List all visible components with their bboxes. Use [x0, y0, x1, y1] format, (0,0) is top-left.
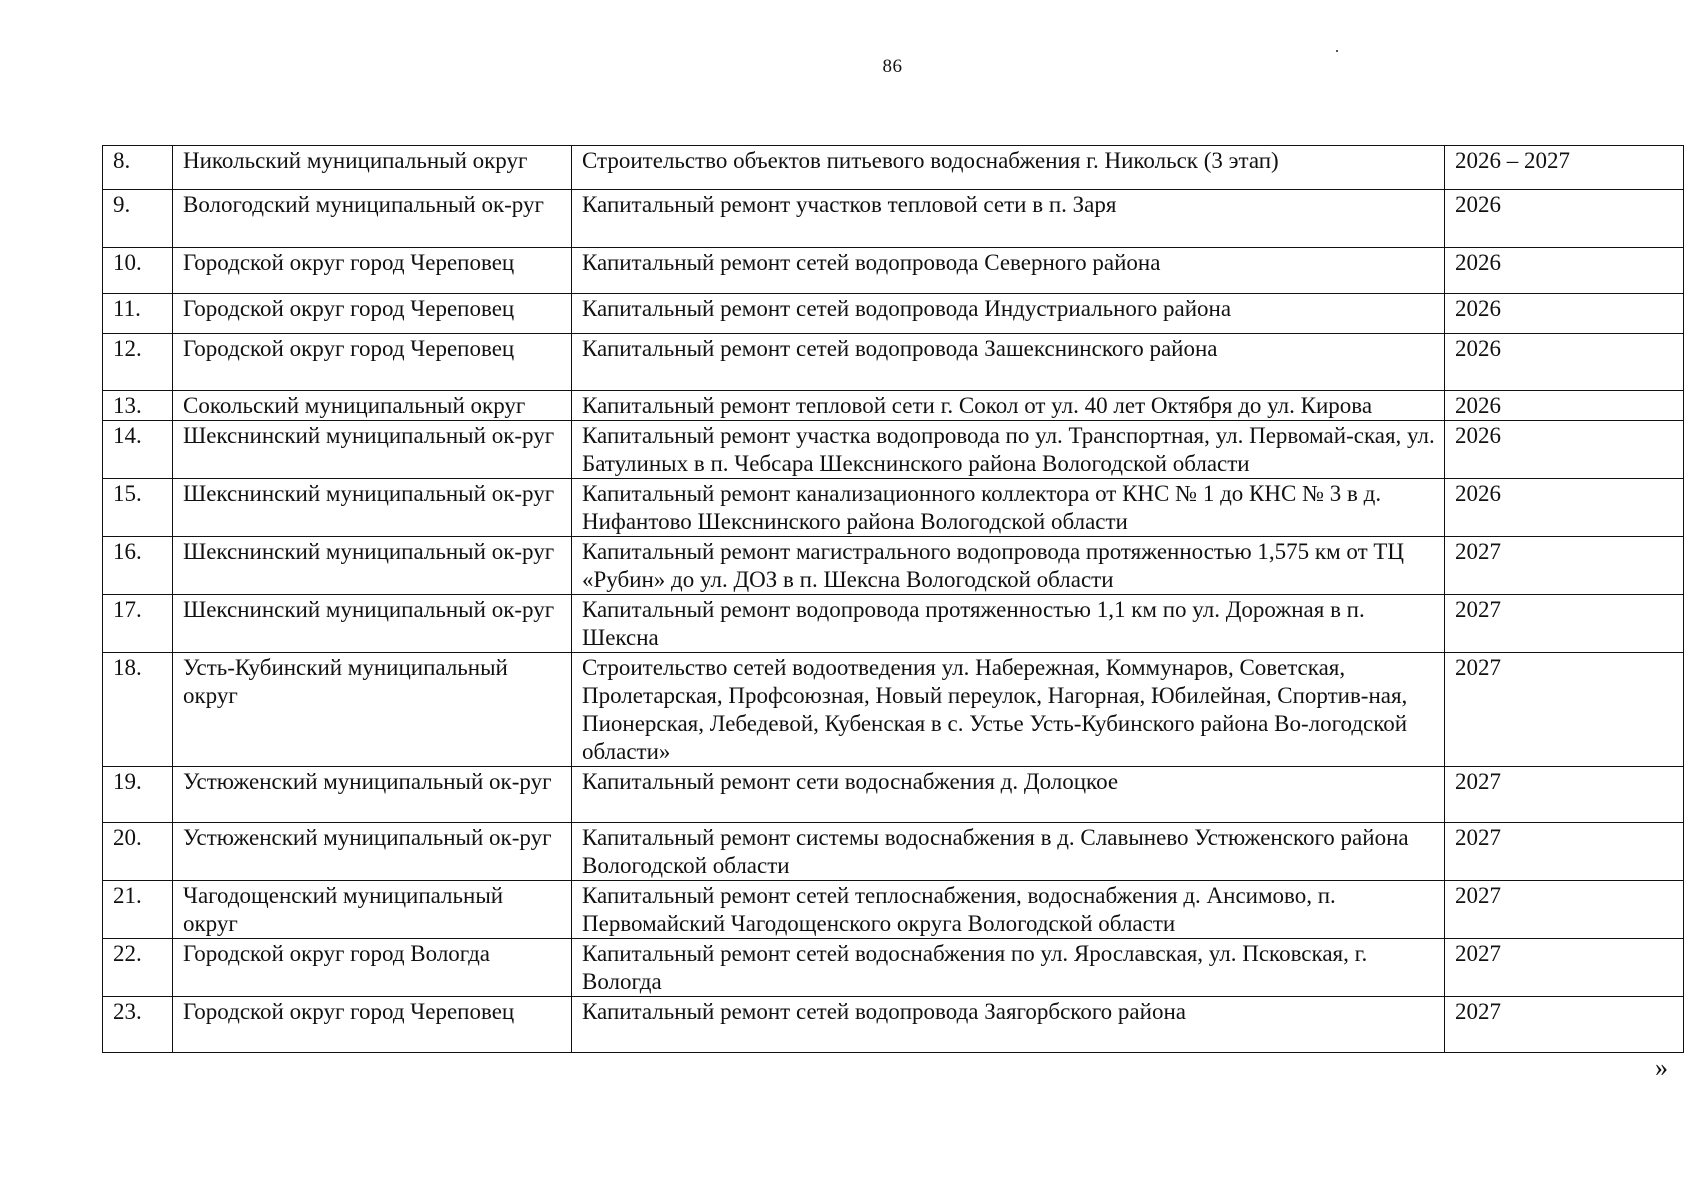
municipality-cell: Шекснинский муниципальный ок-руг — [173, 595, 572, 653]
row-number: 13. — [103, 391, 173, 421]
years-cell: 2026 — [1445, 479, 1684, 537]
row-number: 17. — [103, 595, 173, 653]
municipality-cell: Чагодощенский муниципальный округ — [173, 881, 572, 939]
project-description-cell: Капитальный ремонт сетей водоснабжения по ул. Ярославская, ул. Псковская, г. Вологда — [572, 939, 1445, 997]
municipality-cell: Вологодский муниципальный ок-руг — [173, 190, 572, 248]
years-cell: 2027 — [1445, 823, 1684, 881]
years-cell: 2027 — [1445, 653, 1684, 767]
table-row — [103, 479, 1684, 537]
municipality-cell: Городской округ город Череповец — [173, 997, 572, 1053]
municipality-cell: Городской округ город Череповец — [173, 294, 572, 334]
row-number: 12. — [103, 334, 173, 391]
municipality-cell: Сокольский муниципальный округ — [173, 391, 572, 421]
table-row — [103, 653, 1684, 767]
years-cell: 2027 — [1445, 881, 1684, 939]
table-row — [103, 391, 1684, 421]
table-row — [103, 294, 1684, 334]
row-number: 10. — [103, 248, 173, 294]
row-number: 9. — [103, 190, 173, 248]
projects-table — [102, 145, 1684, 1053]
page-number: 86 — [882, 56, 903, 77]
project-description-cell: Капитальный ремонт участка водопровода по ул. Транспортная, ул. Первомай-ская, ул. Батулиных в п. Чебсара Шекснинского района Вологодской области — [572, 421, 1445, 479]
municipality-cell: Устюженский муниципальный ок-руг — [173, 823, 572, 881]
row-number: 14. — [103, 421, 173, 479]
table-row — [103, 190, 1684, 248]
project-description-cell: Капитальный ремонт сетей водопровода Северного района — [572, 248, 1445, 294]
table-row — [103, 334, 1684, 391]
table-row — [103, 823, 1684, 881]
years-cell: 2027 — [1445, 997, 1684, 1053]
municipality-cell: Шекснинский муниципальный ок-руг — [173, 479, 572, 537]
project-description-cell: Капитальный ремонт сетей водопровода Заягорбского района — [572, 997, 1445, 1053]
closing-quote-mark: » — [1655, 1053, 1668, 1082]
municipality-cell: Шекснинский муниципальный ок-руг — [173, 421, 572, 479]
project-description-cell: Капитальный ремонт участков тепловой сети в п. Заря — [572, 190, 1445, 248]
table-row — [103, 248, 1684, 294]
row-number: 23. — [103, 997, 173, 1053]
project-description-cell: Капитальный ремонт сетей теплоснабжения, водоснабжения д. Ансимово, п. Первомайский Чагодощенского округа Вологодской области — [572, 881, 1445, 939]
years-cell: 2026 – 2027 — [1445, 146, 1684, 190]
years-cell: 2026 — [1445, 334, 1684, 391]
municipality-cell: Городской округ город Череповец — [173, 334, 572, 391]
table-row — [103, 997, 1684, 1053]
municipality-cell: Городской округ город Вологда — [173, 939, 572, 997]
project-description-cell: Строительство сетей водоотведения ул. Набережная, Коммунаров, Советская, Пролетарская, Профсоюзная, Новый переулок, Нагорная, Юбилейная, Спортив-ная, Пионерская, Лебедевой, Кубенская в с. Устье Усть-Кубинского района Во-логодской области» — [572, 653, 1445, 767]
row-number: 8. — [103, 146, 173, 190]
project-description-cell: Капитальный ремонт канализационного коллектора от КНС № 1 до КНС № 3 в д. Нифантово Шекснинского района Вологодской области — [572, 479, 1445, 537]
years-cell: 2027 — [1445, 767, 1684, 823]
project-description-cell: Капитальный ремонт тепловой сети г. Сокол от ул. 40 лет Октября до ул. Кирова — [572, 391, 1445, 421]
municipality-cell: Усть-Кубинский муниципальный округ — [173, 653, 572, 767]
project-description-cell: Капитальный ремонт магистрального водопровода протяженностью 1,575 км от ТЦ «Рубин» до ул. ДОЗ в п. Шексна Вологодской области — [572, 537, 1445, 595]
project-description-cell: Капитальный ремонт системы водоснабжения в д. Славынево Устюженского района Вологодской области — [572, 823, 1445, 881]
table-row — [103, 421, 1684, 479]
project-description-cell: Капитальный ремонт водопровода протяженностью 1,1 км по ул. Дорожная в п. Шексна — [572, 595, 1445, 653]
table-row — [103, 881, 1684, 939]
municipality-cell: Шекснинский муниципальный ок-руг — [173, 537, 572, 595]
table-row — [103, 939, 1684, 997]
row-number: 19. — [103, 767, 173, 823]
table-row — [103, 767, 1684, 823]
years-cell: 2026 — [1445, 190, 1684, 248]
years-cell: 2026 — [1445, 391, 1684, 421]
scan-speck — [1336, 50, 1338, 52]
municipality-cell: Городской округ город Череповец — [173, 248, 572, 294]
years-cell: 2027 — [1445, 939, 1684, 997]
years-cell: 2026 — [1445, 294, 1684, 334]
years-cell: 2026 — [1445, 421, 1684, 479]
project-description-cell: Капитальный ремонт сетей водопровода Индустриального района — [572, 294, 1445, 334]
row-number: 20. — [103, 823, 173, 881]
table-row — [103, 537, 1684, 595]
project-description-cell: Капитальный ремонт сетей водопровода Зашекснинского района — [572, 334, 1445, 391]
row-number: 16. — [103, 537, 173, 595]
row-number: 22. — [103, 939, 173, 997]
years-cell: 2027 — [1445, 595, 1684, 653]
row-number: 11. — [103, 294, 173, 334]
municipality-cell: Никольский муниципальный округ — [173, 146, 572, 190]
row-number: 21. — [103, 881, 173, 939]
table-row — [103, 146, 1684, 190]
years-cell: 2027 — [1445, 537, 1684, 595]
row-number: 15. — [103, 479, 173, 537]
row-number: 18. — [103, 653, 173, 767]
municipality-cell: Устюженский муниципальный ок-руг — [173, 767, 572, 823]
years-cell: 2026 — [1445, 248, 1684, 294]
table-row — [103, 595, 1684, 653]
project-description-cell: Строительство объектов питьевого водоснабжения г. Никольск (3 этап) — [572, 146, 1445, 190]
project-description-cell: Капитальный ремонт сети водоснабжения д. Долоцкое — [572, 767, 1445, 823]
